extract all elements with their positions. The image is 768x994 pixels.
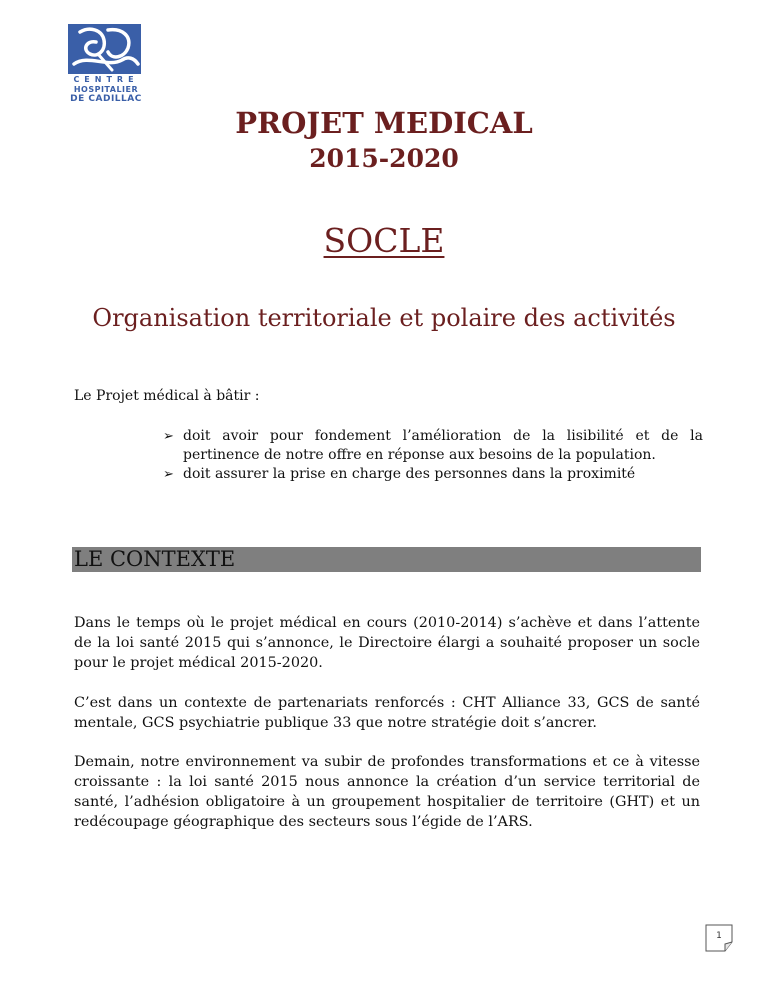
- logo-text-cadillac: DE CADILLAC: [70, 94, 142, 104]
- arrow-bullet-icon: ➢: [163, 467, 174, 482]
- list-item: [163, 427, 703, 465]
- document-title: PROJET MEDICAL: [235, 106, 533, 140]
- hospital-logo: [68, 24, 144, 104]
- context-paragraph: C’est dans un contexte de partenariats renforcés : CHT Alliance 33, GCS de santé mentale, GCS psychiatrie publique 33 que notre stratégie doit s’ancrer.: [74, 695, 700, 731]
- context-paragraph: Dans le temps où le projet médical en cours (2010-2014) s’achève et dans l’attente de la loi santé 2015 qui s’annonce, le Directoire élargi a souhaité proposer un socle pour le projet médical 2015-2020.: [74, 615, 700, 671]
- section-title: LE CONTEXTE: [74, 547, 236, 571]
- context-paragraph: Demain, notre environnement va subir de profondes transformations et ce à vitesse croissante : la loi santé 2015 nous annonce la création d’un service territorial de santé, l’adhésion obligatoire à un groupement hospitalier de territoire (GHT) et un redécoupage géographique des secteurs sous l’égide de l’ARS.: [74, 754, 700, 830]
- page-number: 1: [716, 931, 722, 941]
- bullet-text: doit assurer la prise en charge des personnes dans la proximité: [183, 466, 636, 482]
- logo-text-hospitalier: HOSPITALIER: [73, 85, 139, 94]
- bullet-list: [163, 427, 703, 484]
- intro-text: Le Projet médical à bâtir :: [74, 388, 260, 404]
- bullet-text: doit avoir pour fondement l’amélioration de la lisibilité et de la pertinence de notre offre en réponse aux besoins de la population.: [183, 428, 703, 463]
- logo-mark-icon: [68, 24, 141, 74]
- socle-heading: SOCLE: [323, 221, 445, 260]
- arrow-bullet-icon: ➢: [163, 429, 174, 444]
- list-item: [163, 465, 703, 484]
- document-subtitle: Organisation territoriale et polaire des activités: [92, 304, 676, 332]
- section-header-bar: [72, 547, 701, 572]
- logo-text-centre: CENTRE: [73, 75, 139, 84]
- page-number-box: [705, 924, 737, 952]
- document-years: 2015-2020: [309, 144, 459, 173]
